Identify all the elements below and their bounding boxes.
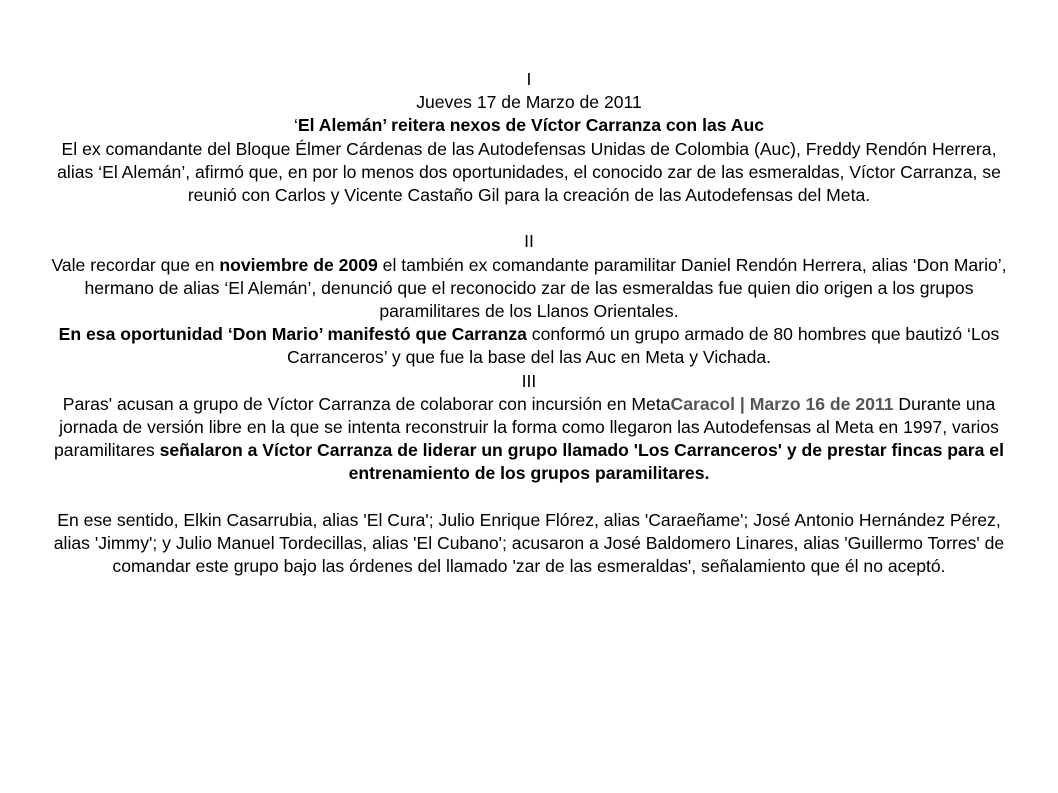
p1-mid: Durante una jornada de versión libre en la que se intenta reconstruir la forma como llegaron las Autodefensas al Meta en 1997, varios paramilitares [54, 393, 999, 461]
p1-bold-accusation: señalaron a Víctor Carranza de liderar un grupo llamado 'Los Carranceros' y de prestar fincas para el entrenamiento de los grupos paramilitares. [159, 440, 1004, 484]
section-2-paragraph-2 [44, 323, 1014, 369]
p2-post: conformó un grupo armado de 80 hombres que bautizó ‘Los Carranceros’ y que fue la base del las Auc en Meta y Vichada. [286, 324, 1000, 368]
p1-pre: Vale recordar que en [51, 254, 220, 275]
p1-headline: Paras' acusan a grupo de Víctor Carranza de colaborar con incursión en Meta [62, 393, 671, 414]
spacer [44, 207, 1014, 230]
p2-bold-lead: En esa oportunidad ‘Don Mario’ manifestó que Carranza [58, 324, 527, 345]
section-1-paragraph: El ex comandante del Bloque Élmer Cárdenas de las Autodefensas Unidas de Colombia (Auc), Freddy Rendón Herrera, alias ‘El Alemán’, afirmó que, en por lo menos dos oportunidades, el conocido zar de las esmeraldas, Víctor Carranza, se reunió con Carlos y Vicente Castaño Gil para la creación de las Autodefensas del Meta. [57, 138, 1001, 206]
p1-post: el también ex comandante paramilitar Daniel Rendón Herrera, alias ‘Don Mario’, hermano de alias ‘El Alemán’, denunció que el reconocido zar de las esmeraldas fue quien dio origen a los grupos paramilitares de los Llanos Orientales. [84, 254, 1007, 322]
title-text: El Alemán’ reitera nexos de Víctor Carranza con las Auc [297, 115, 764, 136]
title-quote-mark: ‘ [293, 115, 298, 136]
section-2-numeral: II [524, 231, 534, 252]
article-date: Jueves 17 de Marzo de 2011 [416, 92, 642, 113]
section-3-numeral: III [521, 370, 537, 391]
spacer [44, 486, 1014, 509]
section-1-numeral: I [526, 69, 532, 89]
article-title [44, 114, 1014, 137]
source-credit: Caracol | Marzo 16 de 2011 [670, 393, 894, 414]
section-2-paragraph-1 [44, 254, 1014, 324]
document-body [44, 68, 1014, 578]
section-3-paragraph-1 [44, 393, 1014, 486]
p1-bold-date: noviembre de 2009 [219, 254, 378, 275]
section-3-paragraph-2: En ese sentido, Elkin Casarrubia, alias 'El Cura'; Julio Enrique Flórez, alias 'Caraeñame'; José Antonio Hernández Pérez, alias 'Jimmy'; y Julio Manuel Tordecillas, alias 'El Cubano'; acusaron a José Baldomero Linares, alias 'Guillermo Torres' de comandar este grupo bajo las órdenes del llamado 'zar de las esmeraldas', señalamiento que él no aceptó. [53, 509, 1005, 577]
